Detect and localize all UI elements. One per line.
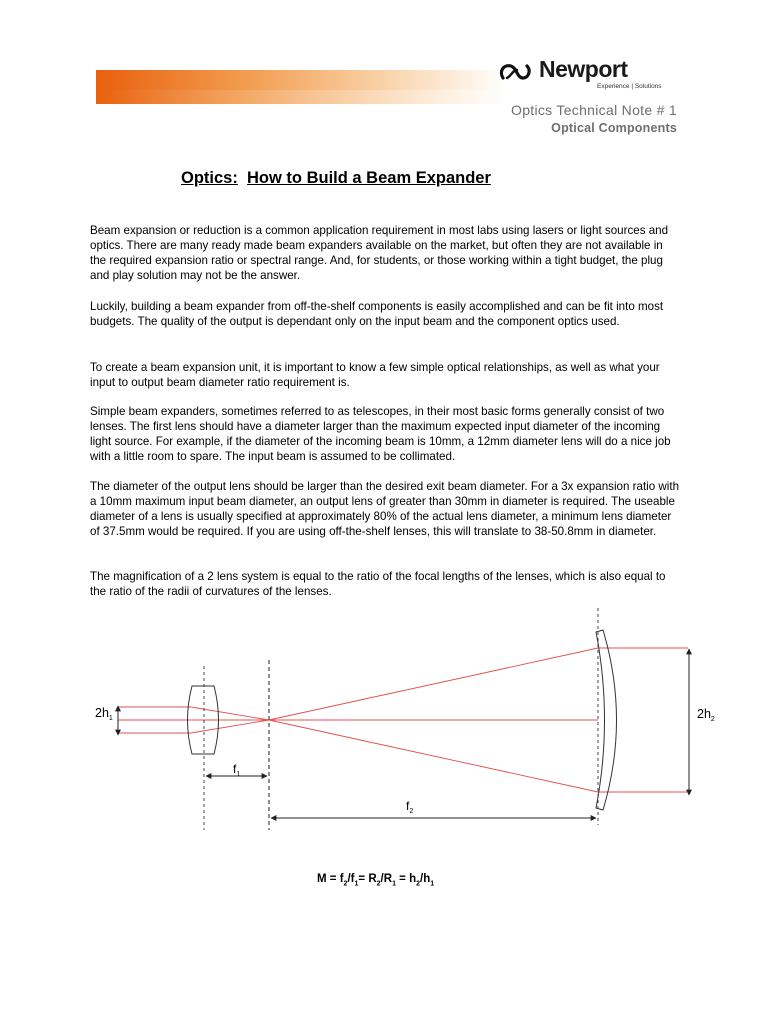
newport-logo	[497, 56, 667, 96]
brand-name: Newport	[539, 56, 628, 82]
h1-label: $2h_1$	[95, 706, 113, 722]
paragraph: The diameter of the output lens should be larger than the desired exit beam diameter. For a 3x expansion ratio with a 10mm maximum input beam diameter, an output lens of greater than 30mm in diameter is required. The useable diameter of a lens is usually specified at approximately 80% of the actual lens diameter, a minimum lens diameter of 37.5mm would be required. If you are using off-the-shelf lenses, this will translate to 38-50.8mm in diameter.	[90, 480, 680, 538]
paragraph-3-block	[90, 360, 680, 390]
converging-ray-top	[191, 707, 269, 720]
diverging-ray-bottom	[269, 720, 598, 792]
paragraph: Beam expansion or reduction is a common application requirement in most labs using lasers or light sources and optics. There are many ready made beam expanders available on the market, but often they are not available in the required expansion ratio or spectral range. And, for students, or those working within a tight budget, the plug and play solution may not be the answer.	[90, 224, 669, 282]
title-prefix: Optics:	[181, 169, 238, 187]
newport-swirl-icon	[497, 58, 537, 86]
technical-note-title: Optics Technical Note # 1	[511, 102, 677, 118]
paragraph-1-block	[90, 223, 680, 283]
output-lens	[596, 630, 617, 810]
paragraph-2-block	[90, 299, 680, 329]
paragraph: To create a beam expansion unit, it is important to know a few simple optical relationships, as well as what your input to output beam diameter ratio requirement is.	[90, 361, 660, 389]
paragraph-4-block	[90, 404, 680, 464]
f1-label: $f_1$	[233, 762, 241, 778]
technical-note-subtitle: Optical Components	[551, 121, 677, 135]
diverging-ray-top	[269, 648, 598, 720]
converging-ray-bottom	[191, 720, 269, 733]
beam-expander-diagram	[88, 600, 715, 840]
paragraph: Simple beam expanders, sometimes referred to as telescopes, in their most basic forms generally consist of two lenses. The first lens should have a diameter larger than the maximum expected input diameter of the incoming light source. For example, if the diameter of the incoming beam is 10mm, a 12mm diameter lens will do a nice job with a little room to spare. The input beam is assumed to be collimated.	[90, 405, 671, 463]
paragraph-6-block	[90, 569, 680, 599]
magnification-formula: $M = f_2/f_1= R_2/R_1 = h_2/h_1$	[317, 873, 435, 888]
f2-label: $f_2$	[406, 799, 414, 815]
paragraph-5-block	[90, 479, 680, 539]
header-gradient-bar	[96, 70, 506, 104]
document-title	[181, 169, 491, 188]
title-main: How to Build a Beam Expander	[247, 169, 491, 187]
paragraph: The magnification of a 2 lens system is equal to the ratio of the focal lengths of the lenses, which is also equal to the ratio of the radii of curvatures of the lenses.	[90, 570, 666, 598]
paragraph: Luckily, building a beam expander from off-the-shelf components is easily accomplished and can be fit into most budgets. The quality of the output is dependant only on the input beam and the component optics used.	[90, 300, 664, 328]
h2-label: $2h_2$	[697, 707, 715, 723]
brand-tagline: Experience | Solutions	[597, 83, 662, 90]
